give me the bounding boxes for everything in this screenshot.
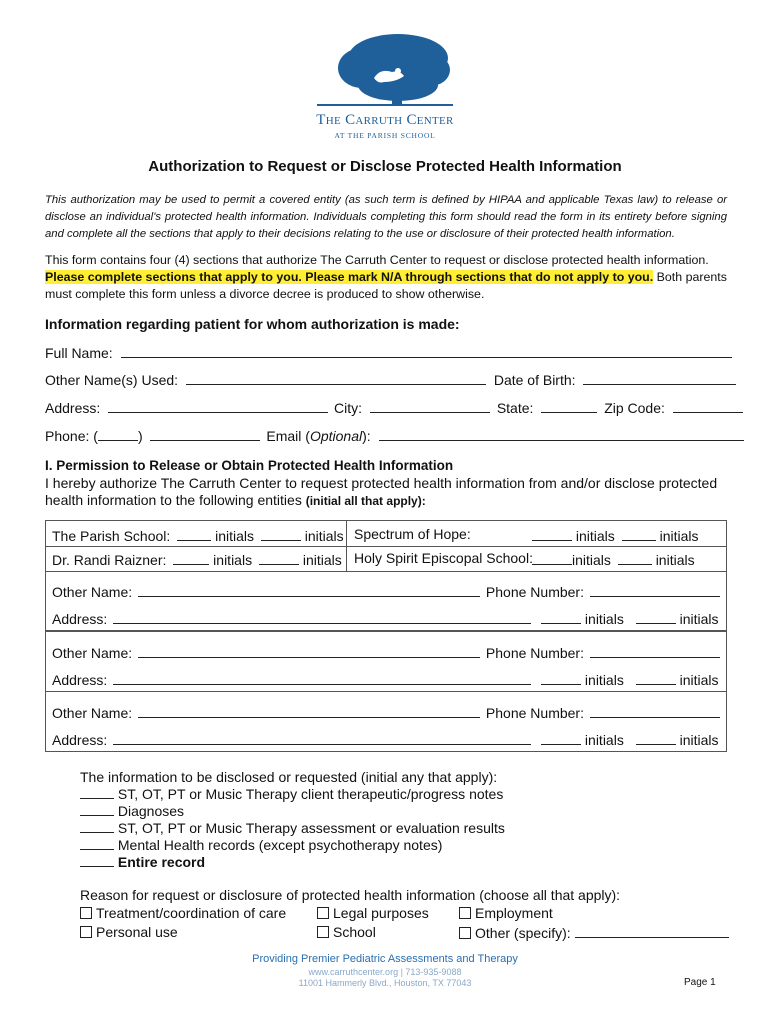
disclosure-heading: The information to be disclosed or requested (initial any that apply):: [80, 769, 498, 785]
reason-option-other[interactable]: Other (specify):: [459, 923, 729, 942]
dob-field[interactable]: [583, 370, 736, 385]
other-names-field[interactable]: [186, 370, 486, 385]
parish-initials-1[interactable]: [177, 526, 211, 541]
intro-paragraph: This authorization may be used to permit a covered entity (as such term is defined by HIPAA and applicable Texas law) to release or disclose an individual's protected health information. Individuals completing this form should read the form in its entirety before signing and complete all the sections that apply to their decisions relating to the use or disclosure of their protected health information.: [45, 194, 727, 240]
city-field[interactable]: [370, 398, 490, 413]
phone-label: Phone: (: [45, 428, 98, 444]
disclosure-item: ST, OT, PT or Music Therapy client therapeutic/progress notes: [80, 786, 720, 803]
other-address-field-3[interactable]: [113, 730, 531, 745]
address-field[interactable]: [108, 398, 328, 413]
logo-name: The Carruth Center: [316, 112, 454, 128]
other-name-field-1[interactable]: [138, 582, 480, 597]
intro2-highlight: Please complete sections that apply to you. Please mark N/A through sections that do not apply to you.: [45, 270, 654, 284]
reason-option-personal[interactable]: Personal use: [80, 923, 178, 941]
entity-randi-raizner: Dr. Randi Raizner: initials initials: [52, 552, 342, 568]
reason-option-treatment[interactable]: Treatment/coordination of care: [80, 904, 286, 922]
checkbox-icon[interactable]: [317, 907, 329, 919]
other-phone-field-1[interactable]: [590, 582, 720, 597]
disclosure-initial-field[interactable]: [80, 786, 114, 799]
zip-field[interactable]: [673, 398, 743, 413]
spectrum-initials-2[interactable]: [622, 526, 656, 541]
phone-area-field[interactable]: [98, 426, 138, 441]
disclosure-initial-field[interactable]: [80, 803, 114, 816]
other-name-field-2[interactable]: [138, 643, 480, 658]
disclosure-initial-field[interactable]: [80, 837, 114, 850]
disclosure-item: Entire record: [80, 854, 720, 871]
other-entity-box-2: Other Name: Phone Number: Address: initials initials: [45, 631, 727, 692]
other-address-field-2[interactable]: [113, 670, 531, 685]
other-names-label: Other Name(s) Used:: [45, 372, 179, 388]
checkbox-icon[interactable]: [317, 926, 329, 938]
disclosure-item: Diagnoses: [80, 803, 720, 820]
full-name-field[interactable]: [121, 343, 732, 358]
intro2-text-a: This form contains four (4) sections that authorize The Carruth Center to request or disclose protected health information.: [45, 253, 709, 267]
disclosure-initial-field[interactable]: [80, 854, 114, 867]
patient-heading: Information regarding patient for whom authorization is made:: [45, 316, 460, 332]
state-label: State:: [496, 400, 534, 416]
other-phone-field-3[interactable]: [590, 703, 720, 718]
page-title: Authorization to Request or Disclose Protected Health Information: [148, 158, 622, 175]
disclosure-item: Mental Health records (except psychotherapy notes): [80, 837, 720, 854]
other-address-field-1[interactable]: [113, 609, 531, 624]
other-specify-field[interactable]: [575, 923, 729, 938]
other-phone-field-2[interactable]: [590, 643, 720, 658]
entity-holy-spirit: Holy Spirit Episcopal School:: [354, 550, 533, 566]
other-initials-3a[interactable]: [541, 730, 581, 745]
raizner-initials-1[interactable]: [173, 550, 209, 565]
intro-paragraph-2: [45, 252, 727, 303]
other-names-row: [45, 370, 726, 388]
address-label: Address:: [45, 400, 101, 416]
reason-option-employment[interactable]: Employment: [459, 904, 553, 922]
phone-field[interactable]: [150, 426, 260, 441]
other-initials-2b[interactable]: [636, 670, 676, 685]
checkbox-icon[interactable]: [459, 927, 471, 939]
section1-text-line1: I hereby authorize The Carruth Center to request protected health information from and/or disclose protected: [45, 475, 718, 491]
logo-subtitle: AT THE PARISH SCHOOL: [334, 131, 436, 140]
entities-table: The Parish School: initials initials Dr. Randi Raizner: initials initials Spectrum of Hope: initials initials Holy Spirit Episcopal School: initials initials: [45, 520, 727, 572]
checkbox-icon[interactable]: [80, 907, 92, 919]
footer-address: 11001 Hammerly Blvd., Houston, TX 77043: [298, 978, 472, 988]
page-number: Page 1: [684, 977, 716, 988]
email-label: Email (Optional):: [266, 428, 371, 444]
checkbox-icon[interactable]: [459, 907, 471, 919]
full-name-row: [45, 343, 726, 361]
email-field[interactable]: [379, 426, 744, 441]
phone-close: ): [137, 428, 143, 444]
logo: [300, 30, 470, 145]
disclosure-section: [80, 769, 720, 871]
reason-option-school[interactable]: School: [317, 923, 376, 941]
disclosure-initial-field[interactable]: [80, 820, 114, 833]
other-entity-box-1: Other Name: Phone Number: Address: initials initials: [45, 571, 727, 631]
tree-bird-logo-icon: [300, 30, 470, 110]
other-initials-3b[interactable]: [636, 730, 676, 745]
intro2-text-b: Both parents must complete this form unless a divorce decree is produced to show otherwise.: [45, 270, 727, 301]
address-row: [45, 398, 726, 416]
phone-email-row: [45, 426, 726, 444]
entity-spectrum-of-hope: Spectrum of Hope:: [354, 526, 471, 542]
full-name-label: Full Name:: [45, 345, 113, 361]
state-field[interactable]: [541, 398, 597, 413]
other-name-field-3[interactable]: [138, 703, 480, 718]
section1-heading: I. Permission to Release or Obtain Protected Health Information: [45, 458, 454, 473]
city-label: City:: [334, 400, 363, 416]
reason-heading: Reason for request or disclosure of protected health information (choose all that apply):: [80, 887, 621, 903]
parish-initials-2[interactable]: [261, 526, 301, 541]
dob-label: Date of Birth:: [493, 372, 576, 388]
other-initials-1b[interactable]: [636, 609, 676, 624]
footer-contact: www.carruthcenter.org | 713-935-9088: [308, 967, 462, 977]
raizner-initials-2[interactable]: [259, 550, 299, 565]
other-initials-1a[interactable]: [541, 609, 581, 624]
holy-spirit-initials-2[interactable]: [618, 550, 652, 565]
spectrum-initials-1[interactable]: [532, 526, 572, 541]
holy-spirit-initials-1[interactable]: [532, 550, 572, 565]
other-entity-box-3: Other Name: Phone Number: Address: initials initials: [45, 691, 727, 752]
other-initials-2a[interactable]: [541, 670, 581, 685]
section1-text-line2: health information to the following entities (initial all that apply):: [45, 492, 426, 508]
section1-text: [45, 475, 727, 510]
entity-parish-school: The Parish School: initials initials: [52, 528, 344, 544]
disclosure-item: ST, OT, PT or Music Therapy assessment or evaluation results: [80, 820, 720, 837]
zip-label: Zip Code:: [604, 400, 665, 416]
footer-tagline: Providing Premier Pediatric Assessments and Therapy: [252, 953, 518, 965]
checkbox-icon[interactable]: [80, 926, 92, 938]
reason-option-legal[interactable]: Legal purposes: [317, 904, 429, 922]
